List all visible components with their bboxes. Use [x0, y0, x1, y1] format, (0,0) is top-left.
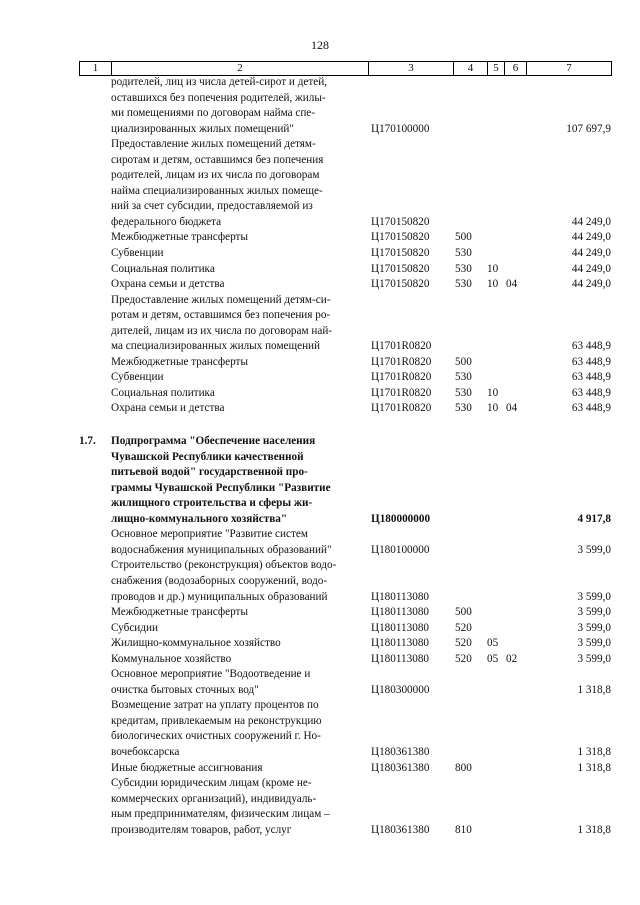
table-header — [79, 61, 612, 76]
row-amount: 44 249,0 — [571, 247, 611, 260]
table-row — [79, 355, 611, 371]
row-expense-type: 520 — [455, 637, 472, 650]
row-name: Межбюджетные трансферты — [111, 606, 248, 619]
table-row — [79, 137, 611, 230]
table-row — [79, 621, 611, 637]
table-row — [79, 527, 611, 558]
row-amount: 3 599,0 — [577, 543, 611, 556]
row-amount: 63 448,9 — [571, 386, 611, 399]
row-code: Ц1701R0820 — [371, 386, 432, 399]
row-expense-type: 530 — [455, 386, 472, 399]
row-name: Предоставление жилых помещений детям- сиротам и детям, оставшимся без попечения родителей, лицам из их числа по договорам найма специализированных жилых помеще- ний за счет субсидии, предоставляемой из федерального бюджета — [111, 138, 324, 228]
row-name: Межбюджетные трансферты — [111, 231, 248, 244]
row-number: 1.7. — [79, 435, 96, 448]
row-section: 05 — [487, 652, 499, 665]
column-header-1: 1 — [80, 62, 112, 76]
row-amount: 63 448,9 — [571, 340, 611, 353]
row-section: 10 — [487, 278, 499, 291]
column-header-3: 3 — [369, 62, 454, 76]
row-name: Жилищно-коммунальное хозяйство — [111, 637, 281, 650]
row-subsection: 04 — [506, 402, 518, 415]
subprogram-row — [79, 434, 611, 527]
row-amount: 44 249,0 — [571, 215, 611, 228]
column-header-5: 5 — [488, 62, 505, 76]
row-expense-type: 500 — [455, 231, 472, 244]
row-name: Предоставление жилых помещений детям-си- ротам и детям, оставшимся без попечения ро- дителей, лицам из их числа по договорам най- ма специализированных жилых помещений — [111, 293, 333, 353]
row-expense-type: 530 — [455, 247, 472, 260]
page-number: 128 — [311, 38, 329, 52]
row-amount: 1 318,8 — [577, 761, 611, 774]
table-row — [79, 293, 611, 355]
row-expense-type: 530 — [455, 262, 472, 275]
row-amount: 1 318,8 — [577, 683, 611, 696]
row-code: Ц180300000 — [371, 683, 430, 696]
row-name: Строительство (реконструкция) объектов водо- снабжения (водозаборных сооружений, водо- проводов и др.) муниципальных образований — [111, 559, 337, 603]
row-code: Ц180113080 — [371, 606, 430, 619]
row-subsection: 02 — [506, 652, 518, 665]
row-name: Охрана семьи и детства — [111, 278, 225, 291]
row-name: Субсидии — [111, 621, 158, 634]
table-row — [79, 698, 611, 760]
row-section: 05 — [487, 637, 499, 650]
row-amount: 3 599,0 — [577, 652, 611, 665]
row-name: Основное мероприятие "Водоотведение и очистка бытовых сточных вод" — [111, 668, 311, 696]
row-name: Субвенции — [111, 371, 164, 384]
row-amount: 4 917,8 — [577, 512, 611, 525]
row-name: Межбюджетные трансферты — [111, 355, 248, 368]
row-name: Субвенции — [111, 247, 164, 260]
row-code: Ц170100000 — [371, 122, 430, 135]
row-code: Ц170150820 — [371, 262, 430, 275]
row-expense-type: 530 — [455, 278, 472, 291]
row-amount: 63 448,9 — [571, 371, 611, 384]
table-row — [79, 75, 611, 137]
row-amount: 107 697,9 — [566, 122, 611, 135]
table-row — [79, 558, 611, 605]
column-header-2: 2 — [112, 62, 369, 76]
row-code: Ц170150820 — [371, 278, 430, 291]
row-amount: 44 249,0 — [571, 231, 611, 244]
row-expense-type: 810 — [455, 823, 472, 836]
row-expense-type: 530 — [455, 402, 472, 415]
table-row — [79, 652, 611, 668]
row-expense-type: 500 — [455, 606, 472, 619]
row-expense-type: 520 — [455, 652, 472, 665]
row-amount: 3 599,0 — [577, 637, 611, 650]
table-row — [79, 605, 611, 621]
row-name: Субсидии юридическим лицам (кроме не- коммерческих организаций), индивидуаль- ным предпринимателям, физическим лицам – производителям товаров, работ, услуг — [111, 777, 330, 836]
row-code: Ц170150820 — [371, 231, 430, 244]
row-amount: 1 318,8 — [577, 745, 611, 758]
row-code: Ц180113080 — [371, 621, 430, 634]
row-section: 10 — [487, 262, 499, 275]
table-row — [79, 776, 611, 838]
row-amount: 1 318,8 — [577, 823, 611, 836]
table-row — [79, 370, 611, 386]
table-row — [79, 277, 611, 293]
row-code: Ц170150820 — [371, 247, 430, 260]
table-row — [79, 636, 611, 652]
table-row — [79, 401, 611, 417]
row-subsection: 04 — [506, 278, 518, 291]
column-header-7: 7 — [527, 62, 612, 76]
row-section: 10 — [487, 386, 499, 399]
row-name: Социальная политика — [111, 386, 215, 399]
row-amount: 63 448,9 — [571, 355, 611, 368]
row-code: Ц180113080 — [371, 590, 430, 603]
row-code: Ц1701R0820 — [371, 402, 432, 415]
row-code: Ц1701R0820 — [371, 340, 432, 353]
row-expense-type: 800 — [455, 761, 472, 774]
row-name: Возмещение затрат на уплату процентов по кредитам, привлекаемым на реконструкцию биологических очистных сооружений г. Но- вочебоксарска — [111, 699, 322, 758]
row-code: Ц180113080 — [371, 652, 430, 665]
row-name: Коммунальное хозяйство — [111, 652, 232, 665]
row-code: Ц1701R0820 — [371, 355, 432, 368]
row-code: Ц180361380 — [371, 745, 430, 758]
table-row — [79, 386, 611, 402]
row-expense-type: 500 — [455, 355, 472, 368]
row-code: Ц1701R0820 — [371, 371, 432, 384]
row-expense-type: 520 — [455, 621, 472, 634]
row-amount: 63 448,9 — [571, 402, 611, 415]
row-code: Ц180361380 — [371, 823, 430, 836]
row-amount: 3 599,0 — [577, 621, 611, 634]
column-header-4: 4 — [454, 62, 488, 76]
table-row — [79, 230, 611, 246]
table-row — [79, 262, 611, 278]
row-amount: 44 249,0 — [571, 262, 611, 275]
row-code: Ц180000000 — [371, 512, 431, 525]
table-row — [79, 667, 611, 698]
row-expense-type: 530 — [455, 371, 472, 384]
row-section: 10 — [487, 402, 499, 415]
row-name: Охрана семьи и детства — [111, 402, 225, 415]
row-name: Основное мероприятие "Развитие систем водоснабжения муниципальных образований" — [111, 528, 332, 556]
row-name: Подпрограмма "Обеспечение населения Чувашской Республики качественной питьевой водой" государственной про- граммы Чувашской Республики "Развитие жилищного строительства и сферы жи- лищно-коммунального хозяйства" — [111, 435, 331, 525]
row-amount: 3 599,0 — [577, 590, 611, 603]
column-header-6: 6 — [505, 62, 527, 76]
table-row — [79, 246, 611, 262]
table-row — [79, 761, 611, 777]
budget-table-body — [79, 75, 611, 838]
row-name: родителей, лиц из числа детей-сирот и детей, оставшихся без попечения родителей, жилы- ми помещениями по договорам найма спе- циализированных жилых помещений" — [111, 76, 327, 135]
row-code: Ц180100000 — [371, 543, 430, 556]
row-code: Ц180361380 — [371, 761, 430, 774]
row-code: Ц170150820 — [371, 215, 430, 228]
column-number-row — [80, 62, 612, 76]
row-name: Социальная политика — [111, 262, 215, 275]
section-gap — [79, 417, 611, 434]
row-amount: 3 599,0 — [577, 606, 611, 619]
row-name: Иные бюджетные ассигнования — [111, 761, 263, 774]
row-code: Ц180113080 — [371, 637, 430, 650]
row-amount: 44 249,0 — [571, 278, 611, 291]
